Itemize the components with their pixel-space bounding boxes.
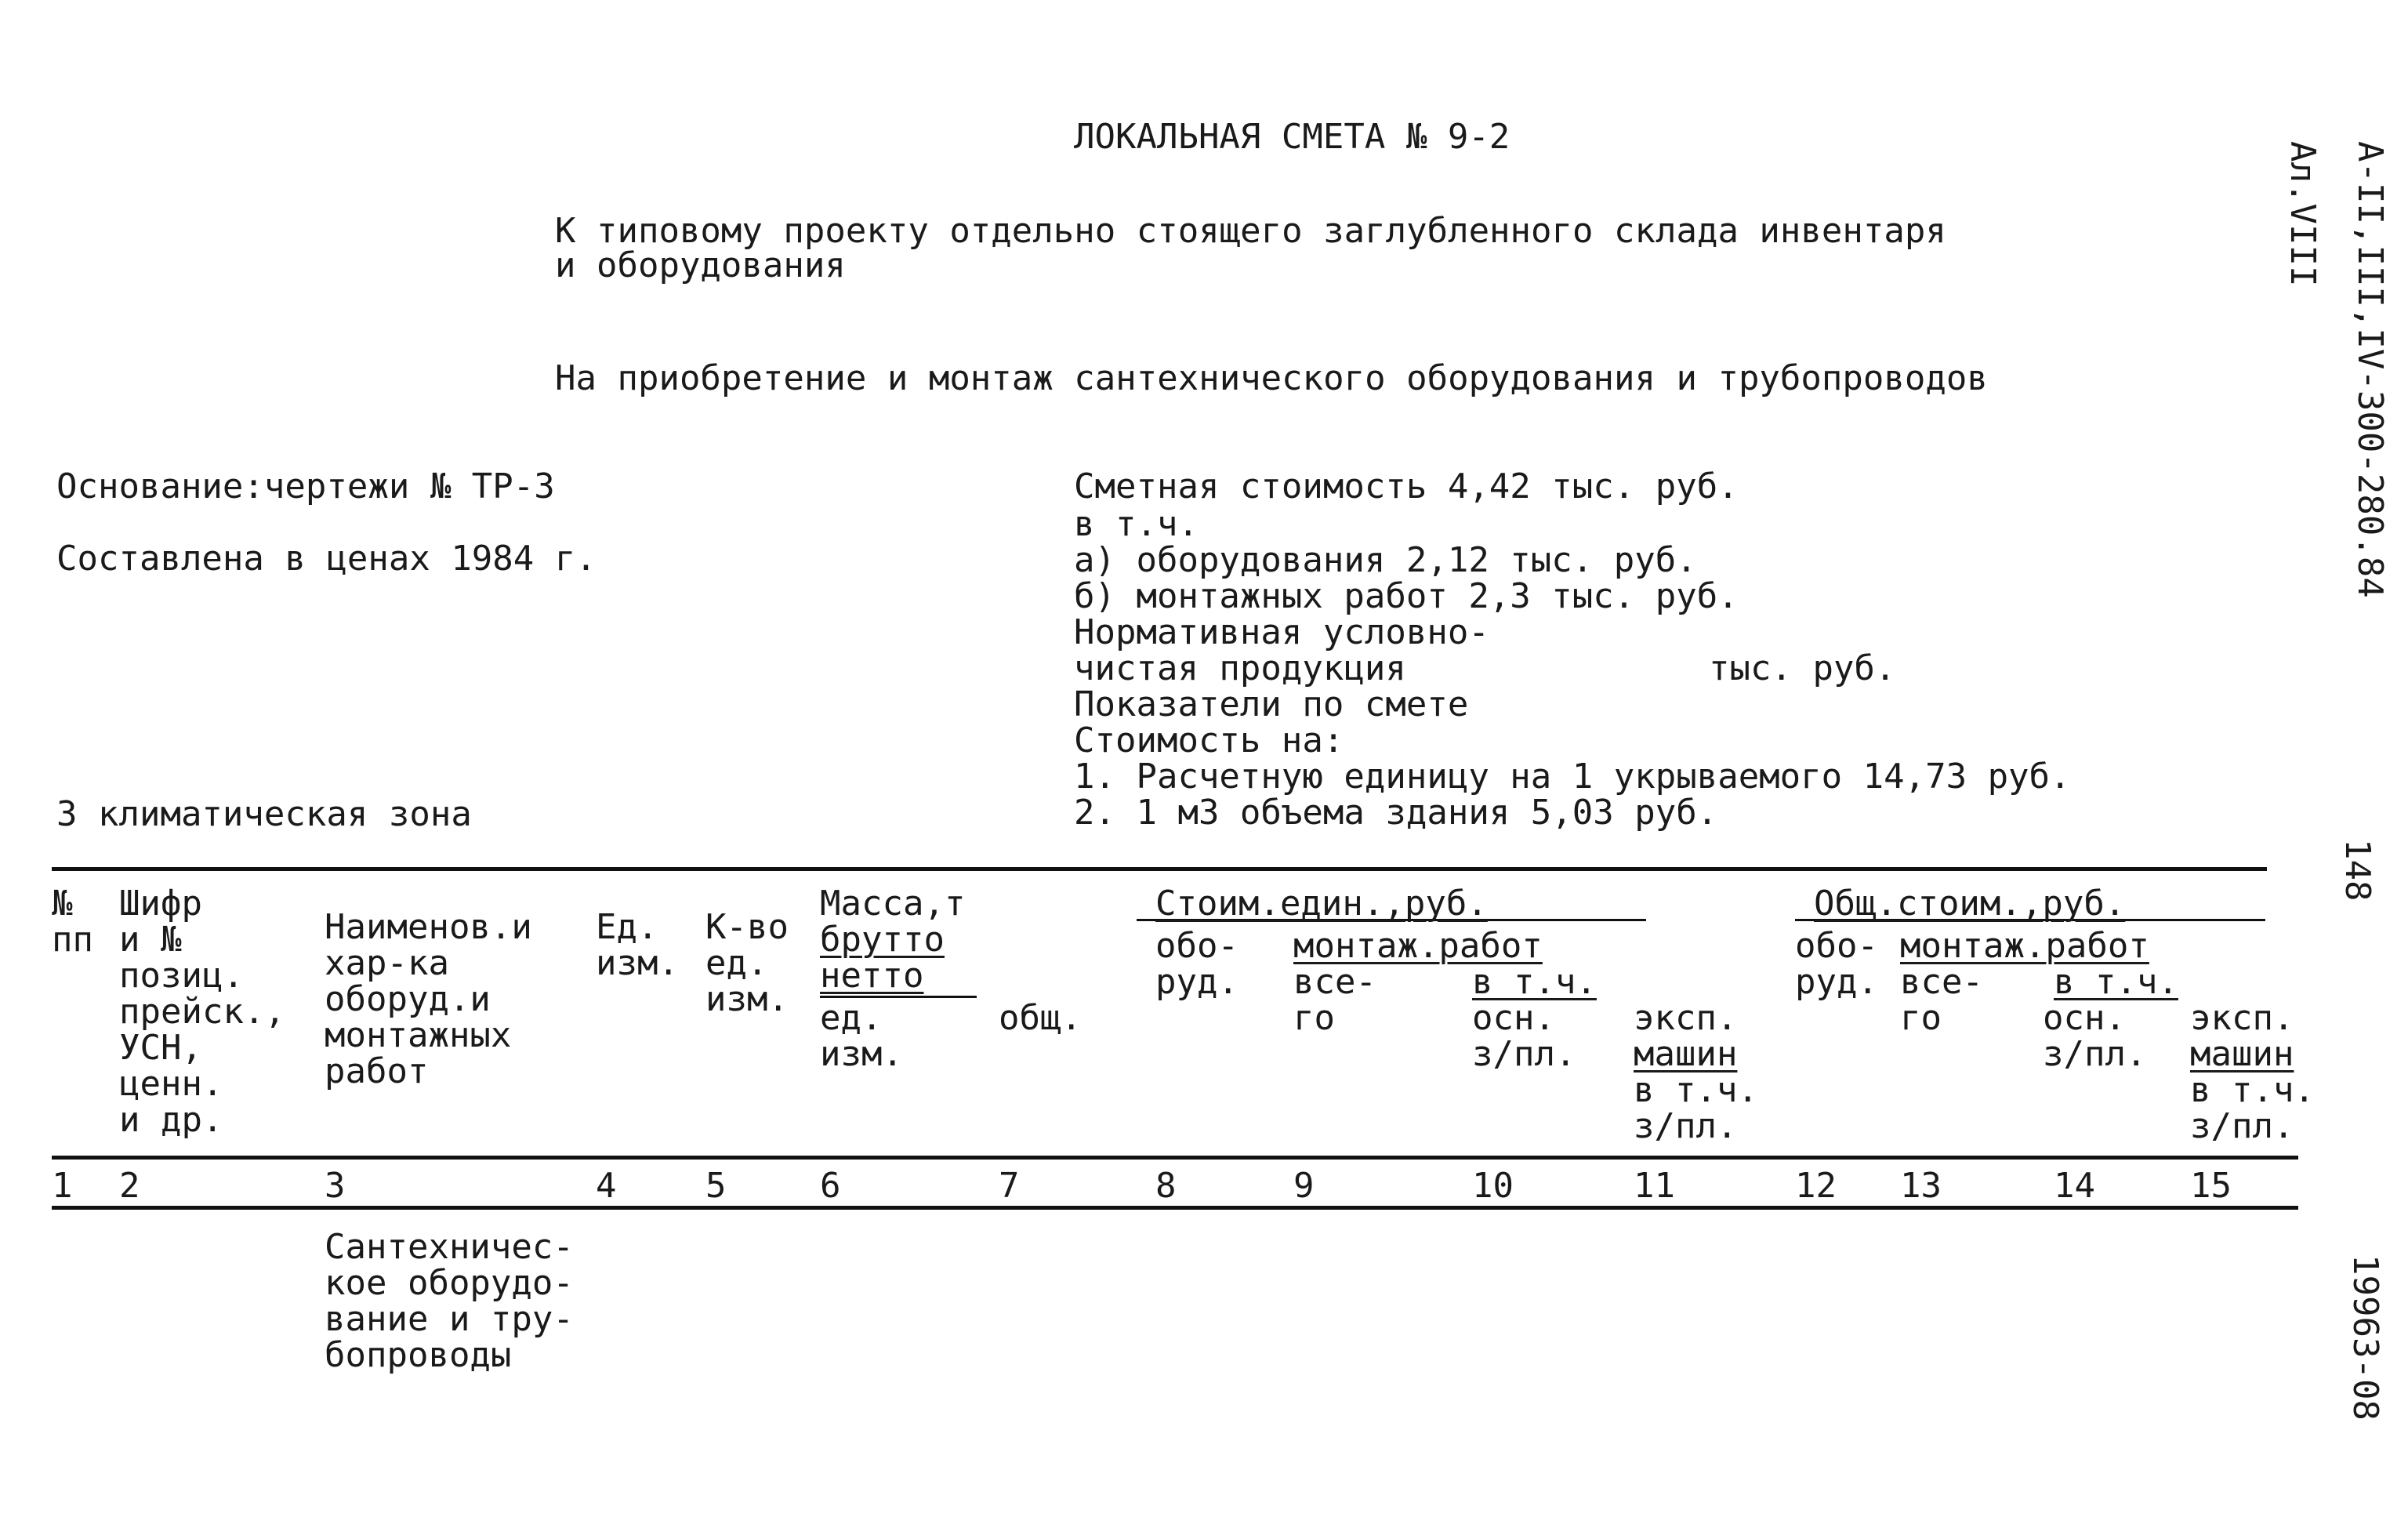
mass-unit-line2: изм. bbox=[820, 1034, 903, 1074]
project-line-2: и оборудования bbox=[555, 245, 846, 285]
col2-header-line5: УСН, bbox=[119, 1028, 202, 1068]
col1-header-line2: пп bbox=[52, 920, 93, 960]
section-title-line4: бопроводы bbox=[325, 1335, 512, 1375]
unit-eksp-line3: в т.ч. bbox=[1634, 1070, 1758, 1110]
col-num-14: 14 bbox=[2054, 1166, 2095, 1206]
col3-header-line5: работ bbox=[325, 1051, 429, 1091]
col-num-2: 2 bbox=[119, 1166, 140, 1206]
estimate-purpose: На приобретение и монтаж сантехнического оборудования и трубопроводов bbox=[555, 358, 1988, 398]
mass-unit-line1: ед. bbox=[820, 998, 883, 1038]
net-product-label: чистая продукция bbox=[1074, 648, 1406, 688]
unit-vtch: в т.ч. bbox=[1472, 962, 1597, 1002]
album-number: Ал.VIII bbox=[2283, 141, 2323, 287]
project-line-1: К типовому проекту отдельно стоящего заглубленного склада инвентаря bbox=[555, 211, 1946, 251]
col4-header-line1: Ед. bbox=[596, 907, 658, 947]
normative-label: Нормативная условно- bbox=[1074, 612, 1489, 652]
unit-osn-line1: осн. bbox=[1472, 998, 1555, 1038]
col4-header-line2: изм. bbox=[596, 943, 679, 983]
col3-header-line4: монтажных bbox=[325, 1015, 512, 1055]
climate-zone: 3 климатическая зона bbox=[56, 794, 472, 834]
unit-vsego-line1: все- bbox=[1293, 962, 1376, 1002]
col-num-11: 11 bbox=[1634, 1166, 1675, 1206]
total-eksp-line2: машин bbox=[2190, 1034, 2294, 1074]
unit-cost-header: Стоим.един.,руб. bbox=[1155, 884, 1488, 924]
page-number: 148 bbox=[2337, 839, 2377, 902]
col-num-1: 1 bbox=[52, 1166, 73, 1206]
cost-mounting: б) монтажных работ 2,3 тыс. руб. bbox=[1074, 576, 1739, 616]
unit-eksp-line2: машин bbox=[1634, 1034, 1738, 1074]
col-num-5: 5 bbox=[705, 1166, 727, 1206]
col3-header-line2: хар-ка bbox=[325, 943, 449, 983]
total-osn-line2: з/пл. bbox=[2043, 1034, 2147, 1074]
unit-vsego-line2: го bbox=[1293, 998, 1335, 1038]
col5-header-line3: изм. bbox=[705, 979, 789, 1019]
total-vtch: в т.ч. bbox=[2054, 962, 2178, 1002]
table-top-rule bbox=[52, 867, 2267, 871]
total-osn-line1: осн. bbox=[2043, 998, 2126, 1038]
header-bottom-rule bbox=[52, 1156, 2298, 1160]
indicators-label: Показатели по смете bbox=[1074, 684, 1469, 724]
col2-header-line7: и др. bbox=[119, 1100, 223, 1140]
total-cost-header: Общ.стоим.,руб. bbox=[1814, 884, 2126, 924]
total-vsego-line1: все- bbox=[1900, 962, 1983, 1002]
col-num-9: 9 bbox=[1293, 1166, 1315, 1206]
col-num-15: 15 bbox=[2190, 1166, 2232, 1206]
col-num-7: 7 bbox=[999, 1166, 1020, 1206]
cost-per-m3: 2. 1 м3 объема здания 5,03 руб. bbox=[1074, 793, 1718, 833]
col3-header-line1: Наименов.и bbox=[325, 907, 532, 947]
unit-equip-line2: руд. bbox=[1155, 962, 1238, 1002]
mass-header: Масса,т bbox=[820, 884, 966, 924]
total-vsego-line2: го bbox=[1900, 998, 1942, 1038]
total-mount-header: монтаж.работ bbox=[1900, 926, 2149, 966]
col5-header-line2: ед. bbox=[705, 943, 768, 983]
drawing-code: А-II,III,IV-300-280.84 bbox=[2350, 141, 2390, 598]
col2-header-line6: ценн. bbox=[119, 1064, 223, 1104]
column-number-rule bbox=[52, 1206, 2298, 1210]
document-title: ЛОКАЛЬНАЯ СМЕТА № 9-2 bbox=[1074, 117, 1510, 157]
mass-total: общ. bbox=[999, 998, 1082, 1038]
mass-net: нетто bbox=[820, 956, 924, 996]
document-number: 19963-08 bbox=[2345, 1254, 2385, 1421]
total-eksp-line3: в т.ч. bbox=[2190, 1070, 2315, 1110]
col2-header-line2: и № bbox=[119, 920, 182, 960]
estimate-basis: Основание:чертежи № ТР-3 bbox=[56, 466, 555, 506]
total-eksp-line4: з/пл. bbox=[2190, 1106, 2294, 1146]
col5-header-line1: К-во bbox=[705, 907, 789, 947]
col2-header-line1: Шифр bbox=[119, 884, 202, 924]
unit-mount-header: монтаж.работ bbox=[1293, 926, 1543, 966]
col-num-10: 10 bbox=[1472, 1166, 1514, 1206]
total-eksp-line1: эксп. bbox=[2190, 998, 2294, 1038]
section-title-line1: Сантехничес- bbox=[325, 1227, 574, 1267]
section-title-line2: кое оборудо- bbox=[325, 1263, 574, 1303]
col-num-6: 6 bbox=[820, 1166, 841, 1206]
total-equip-line2: руд. bbox=[1795, 962, 1878, 1002]
net-product-unit: тыс. руб. bbox=[1709, 648, 1896, 688]
mass-gross: брутто bbox=[820, 920, 945, 960]
total-equip-line1: обо- bbox=[1795, 926, 1878, 966]
col-num-8: 8 bbox=[1155, 1166, 1177, 1206]
section-title-line3: вание и тру- bbox=[325, 1299, 574, 1339]
col-num-13: 13 bbox=[1900, 1166, 1942, 1206]
cost-per-unit: 1. Расчетную единицу на 1 укрываемого 14,73 руб. bbox=[1074, 757, 2071, 797]
cost-total: Сметная стоимость 4,42 тыс. руб. bbox=[1074, 466, 1739, 506]
price-level: Составлена в ценах 1984 г. bbox=[56, 539, 597, 579]
unit-eksp-line4: з/пл. bbox=[1634, 1106, 1738, 1146]
unit-equip-line1: обо- bbox=[1155, 926, 1238, 966]
cost-equipment: а) оборудования 2,12 тыс. руб. bbox=[1074, 540, 1697, 580]
col-num-4: 4 bbox=[596, 1166, 617, 1206]
col1-header-line1: № bbox=[52, 884, 73, 924]
unit-osn-line2: з/пл. bbox=[1472, 1034, 1576, 1074]
col2-header-line3: позиц. bbox=[119, 956, 244, 996]
unit-eksp-line1: эксп. bbox=[1634, 998, 1738, 1038]
cost-including: в т.ч. bbox=[1074, 504, 1199, 544]
cost-on-label: Стоимость на: bbox=[1074, 720, 1344, 760]
col2-header-line4: прейск., bbox=[119, 992, 285, 1032]
col-num-12: 12 bbox=[1795, 1166, 1837, 1206]
col-num-3: 3 bbox=[325, 1166, 346, 1206]
col3-header-line3: оборуд.и bbox=[325, 979, 491, 1019]
